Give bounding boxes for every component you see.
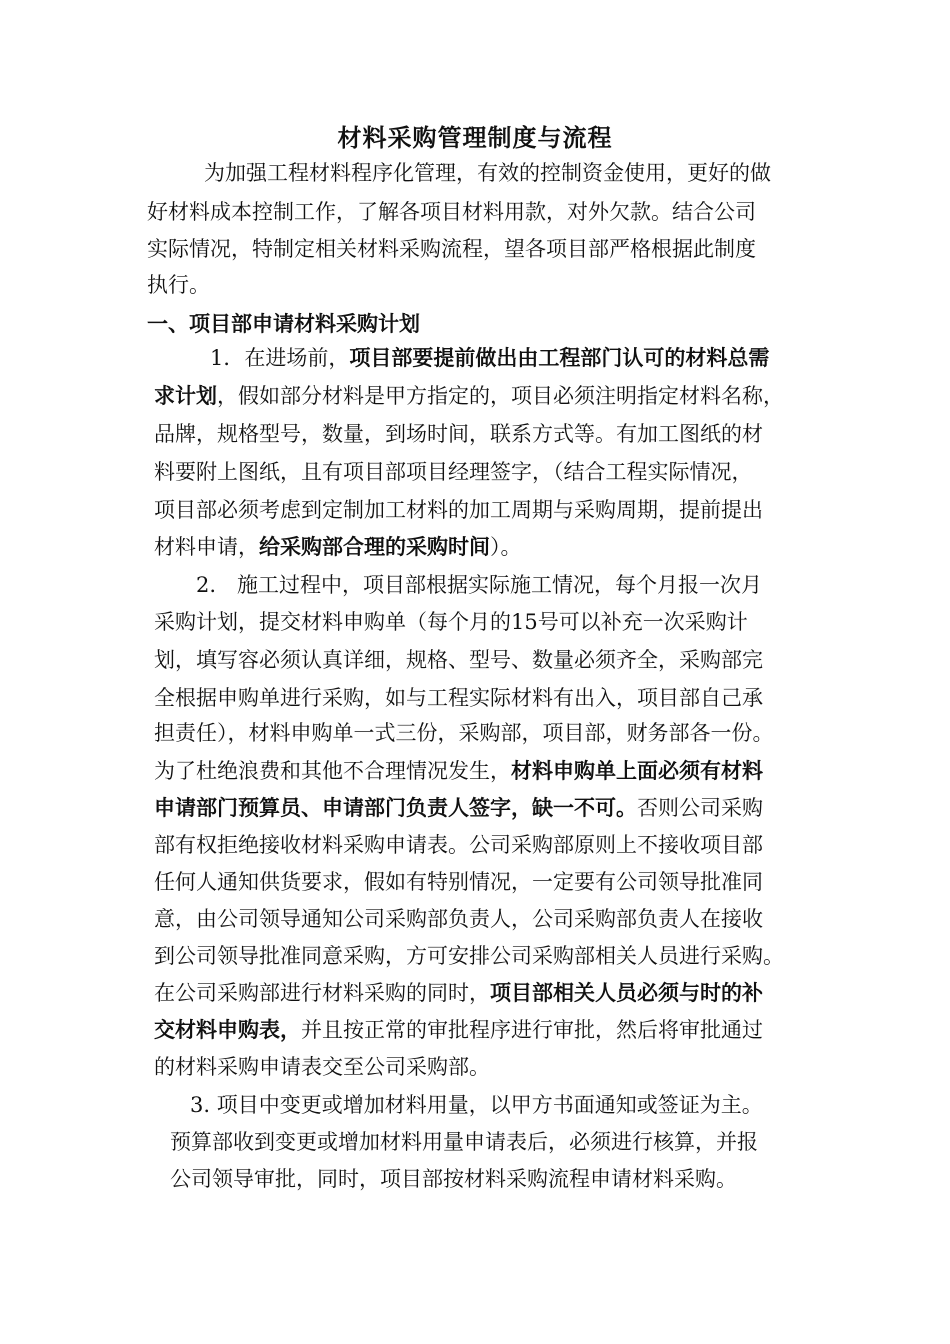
item1-line-6: [154, 532, 522, 562]
section-heading: 一、项目部申请材料采购计划: [147, 311, 420, 336]
intro-line-2: 好材料成本控制工作，了解各项目材料用款，对外欠款。结合公司: [147, 200, 756, 224]
item3-line-2: 预算部收到变更或增加材料用量申请表后，必须进行核算，并报: [170, 1130, 758, 1154]
item1-text: ，假如部分材料是甲方指定的，项目必须注明指定材料名称，: [217, 384, 784, 408]
intro-line-4: 执行。: [147, 273, 210, 297]
item1-line-5: 项目部必须考虑到定制加工材料的加工周期与采购周期，提前提出: [154, 498, 763, 522]
item2-line-12: [154, 978, 763, 1008]
item1-line-4: 料要附上图纸，且有项目部项目经理签字，（结合工程实际情况，: [154, 460, 753, 484]
item2-line-2: 采购计划，提交材料申购单（每个月的15号可以补充一次采购计: [154, 610, 748, 634]
item2-line-10: 意，由公司领导通知公司采购部负责人，公司采购部负责人在接收: [154, 907, 763, 931]
item2-emphasis: 申请部门预算员、申请部门负责人签字，缺一不可。: [154, 795, 637, 820]
item1-line-3: 品牌，规格型号，数量，到场时间，联系方式等。有加工图纸的材: [154, 422, 763, 446]
intro-line-1: 为加强工程材料程序化管理，有效的控制资金使用，更好的做: [204, 161, 771, 185]
item1-emphasis: 求计划: [154, 383, 217, 408]
item1-text: ）。: [490, 535, 522, 559]
item2-line-6: [154, 756, 763, 786]
item2-line-3: 划，填写容必须认真详细，规格、型号、数量必须齐全，采购部完: [154, 648, 763, 672]
item2-line-13: [154, 1015, 763, 1045]
item1-line-1: [210, 343, 769, 373]
item2-emphasis: 交材料申购表，: [154, 1017, 301, 1042]
item1-emphasis: 给采购部合理的采购时间: [259, 534, 490, 559]
item2-text: 为了杜绝浪费和其他不合理情况发生，: [154, 759, 511, 783]
item2-text: 否则公司采购: [637, 796, 763, 820]
item2-text: 在公司采购部进行材料采购的同时，: [154, 981, 490, 1005]
item2-line-9: 任何人通知供货要求，假如有特别情况，一定要有公司领导批准同: [154, 870, 763, 894]
item2-line-8: 部有权拒绝接收材料采购申请表。公司采购部原则上不接收项目部: [154, 833, 763, 857]
intro-line-3: 实际情况，特制定相关材料采购流程，望各项目部严格根据此制度: [147, 237, 756, 261]
item3-line-1: 3. 项目中变更或增加材料用量，以甲方书面通知或签证为主。: [190, 1093, 763, 1117]
item3-line-3: 公司领导审批，同时，项目部按材料采购流程申请材料采购。: [170, 1167, 737, 1191]
item2-line-5: 担责任），材料申购单一式三份，采购部，项目部，财务部各一份。: [154, 721, 774, 745]
item2-emphasis: 项目部相关人员必须与时的补: [490, 980, 763, 1005]
item2-line-1: 2. 施工过程中，项目部根据实际施工情况，每个月报一次月: [196, 573, 763, 597]
item2-line-7: [154, 793, 763, 823]
document-title: 材料采购管理制度与流程: [337, 123, 613, 152]
item1-text: 材料申请，: [154, 535, 259, 559]
item1-emphasis: 项目部要提前做出由工程部门认可的材料总需: [349, 345, 770, 370]
item1-line-2: [154, 381, 784, 411]
item2-line-11: 到公司领导批准同意采购，方可安排公司采购部相关人员进行采购。: [154, 944, 784, 968]
item2-line-4: 全根据申购单进行采购，如与工程实际材料有出入，项目部自己承: [154, 686, 763, 710]
item2-line-14: 的材料采购申请表交至公司采购部。: [154, 1055, 490, 1079]
item1-text: 1．在进场前，: [210, 346, 350, 370]
item2-emphasis: 材料申购单上面必须有材料: [511, 758, 763, 783]
item2-text: 并且按正常的审批程序进行审批，然后将审批通过: [301, 1018, 763, 1042]
